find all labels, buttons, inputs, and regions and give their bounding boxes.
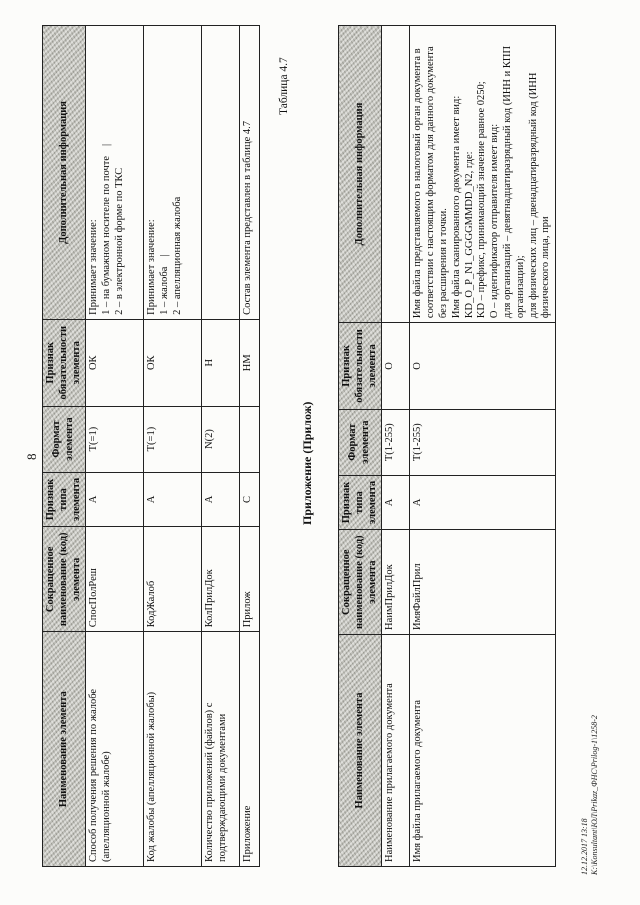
page-number: 8 [24,453,39,460]
element-obligation-cell: Н [202,319,240,406]
table-header-row [43,26,86,867]
element-obligation-cell: ОК [86,319,144,406]
info-line: 1 – на бумажном носителе по почте [101,155,113,315]
margin-mark: | [159,254,171,257]
element-info-cell [382,26,410,323]
info-line-wrap [101,30,114,315]
file-stamp [580,715,599,875]
element-code-cell: НаимПрилДок [382,530,410,635]
element-type-cell: А [202,472,240,527]
element-info-cell: Состав элемента представлен в таблице 4.7 [240,26,260,320]
header-cell: Признак типа элемента [43,472,86,527]
stamp-line: 12.12.2017 13:18 [580,818,589,875]
header-cell: Формат элемента [43,406,86,472]
element-info-cell [86,26,144,320]
elements-table [42,25,260,867]
header-cell: Признак обязательности элемента [339,323,382,410]
element-format-cell: Т(=1) [144,406,202,472]
table-title: Приложение (Прилож) [300,401,314,525]
info-line: Имя файла представляемого в налоговый орган документа в соответствии с настоящим форматом для данного документа без расширения и точки. [412,46,449,319]
element-type-cell: А [410,475,556,530]
element-info-cell [144,26,202,320]
info-line: Имя файла сканированного документа имеет вид: [450,95,462,319]
element-code-cell: ИмяФайлПрил [410,530,556,635]
info-line: для организаций – девятнадцатиразрядный код (ИНН и КПП организации); [501,45,526,319]
element-format-cell: N(2) [202,406,240,472]
header-cell: Сокращенное наименование (код) элемента [43,527,86,632]
info-line: KD – префикс, принимающий значение равное 0250; [476,81,488,319]
element-obligation-cell: ОК [144,319,202,406]
element-code-cell: КодЖалоб [144,527,202,632]
element-name-cell: Код жалобы (апелляционной жалобы) [144,632,202,867]
element-format-cell: Т(=1) [86,406,144,472]
element-name-cell: Приложение [240,632,260,867]
header-cell: Дополнительная информация [43,26,86,320]
element-code-cell: СпосПолРеш [86,527,144,632]
info-line: 2 – апелляционная жалоба [171,196,183,315]
header-cell: Наименование элемента [43,632,86,867]
attachment-table [338,25,556,867]
header-cell: Формат элемента [339,409,382,475]
header-cell: Дополнительная информация [339,26,382,323]
table-row [410,26,556,867]
header-cell: Сокращенное наименование (код) элемента [339,530,382,635]
table-row [86,26,144,867]
element-format-cell: Т(1-255) [382,409,410,475]
element-type-cell: А [382,475,410,530]
element-name-cell: Имя файла прилагаемого документа [410,635,556,867]
info-line: Принимает значение: [146,219,158,315]
element-obligation-cell: О [410,323,556,410]
info-line: Принимает значение: [88,219,100,315]
table-row [382,26,410,867]
table-header-row [339,26,382,867]
element-info-cell [202,26,240,320]
element-name-cell: Количество приложений (файлов) с подтверждающими документами [202,632,240,867]
info-line: 1 – жалоба [159,266,171,315]
element-type-cell: А [144,472,202,527]
info-line: KD_O_P_N1_GGGGMMDD_N2, где: [463,151,475,319]
header-cell: Признак обязательности элемента [43,319,86,406]
stamp-line: K:\Konsultant\ЮЛ\Prikaz_ФНС\Prilog-1\1258-2 [589,715,599,875]
table-row [144,26,202,867]
info-line: для физических лиц – двенадцатиразрядный код (ИНН физического лица, при [527,72,552,319]
table-label: Таблица 4.7 [278,57,290,115]
info-line-wrap [159,30,172,315]
header-cell: Наименование элемента [339,635,382,867]
element-obligation-cell: О [382,323,410,410]
table-row [202,26,240,867]
element-name-cell: Способ получения решения по жалобе (апелляционной жалобе) [86,632,144,867]
element-name-cell: Наименование прилагаемого документа [382,635,410,867]
element-format-cell [240,406,260,472]
element-info-cell [410,26,556,323]
element-obligation-cell: НМ [240,319,260,406]
element-code-cell: Прилож [240,527,260,632]
info-line: O – идентификатор отправителя имеет вид: [489,123,501,319]
element-type-cell: С [240,472,260,527]
element-type-cell: А [86,472,144,527]
header-cell: Признак типа элемента [339,475,382,530]
element-code-cell: КолПрилДок [202,527,240,632]
margin-mark: | [101,143,113,146]
element-format-cell: Т(1-255) [410,409,556,475]
table-row [240,26,260,867]
info-line: 2 – в электронной форме по ТКС [113,167,125,315]
